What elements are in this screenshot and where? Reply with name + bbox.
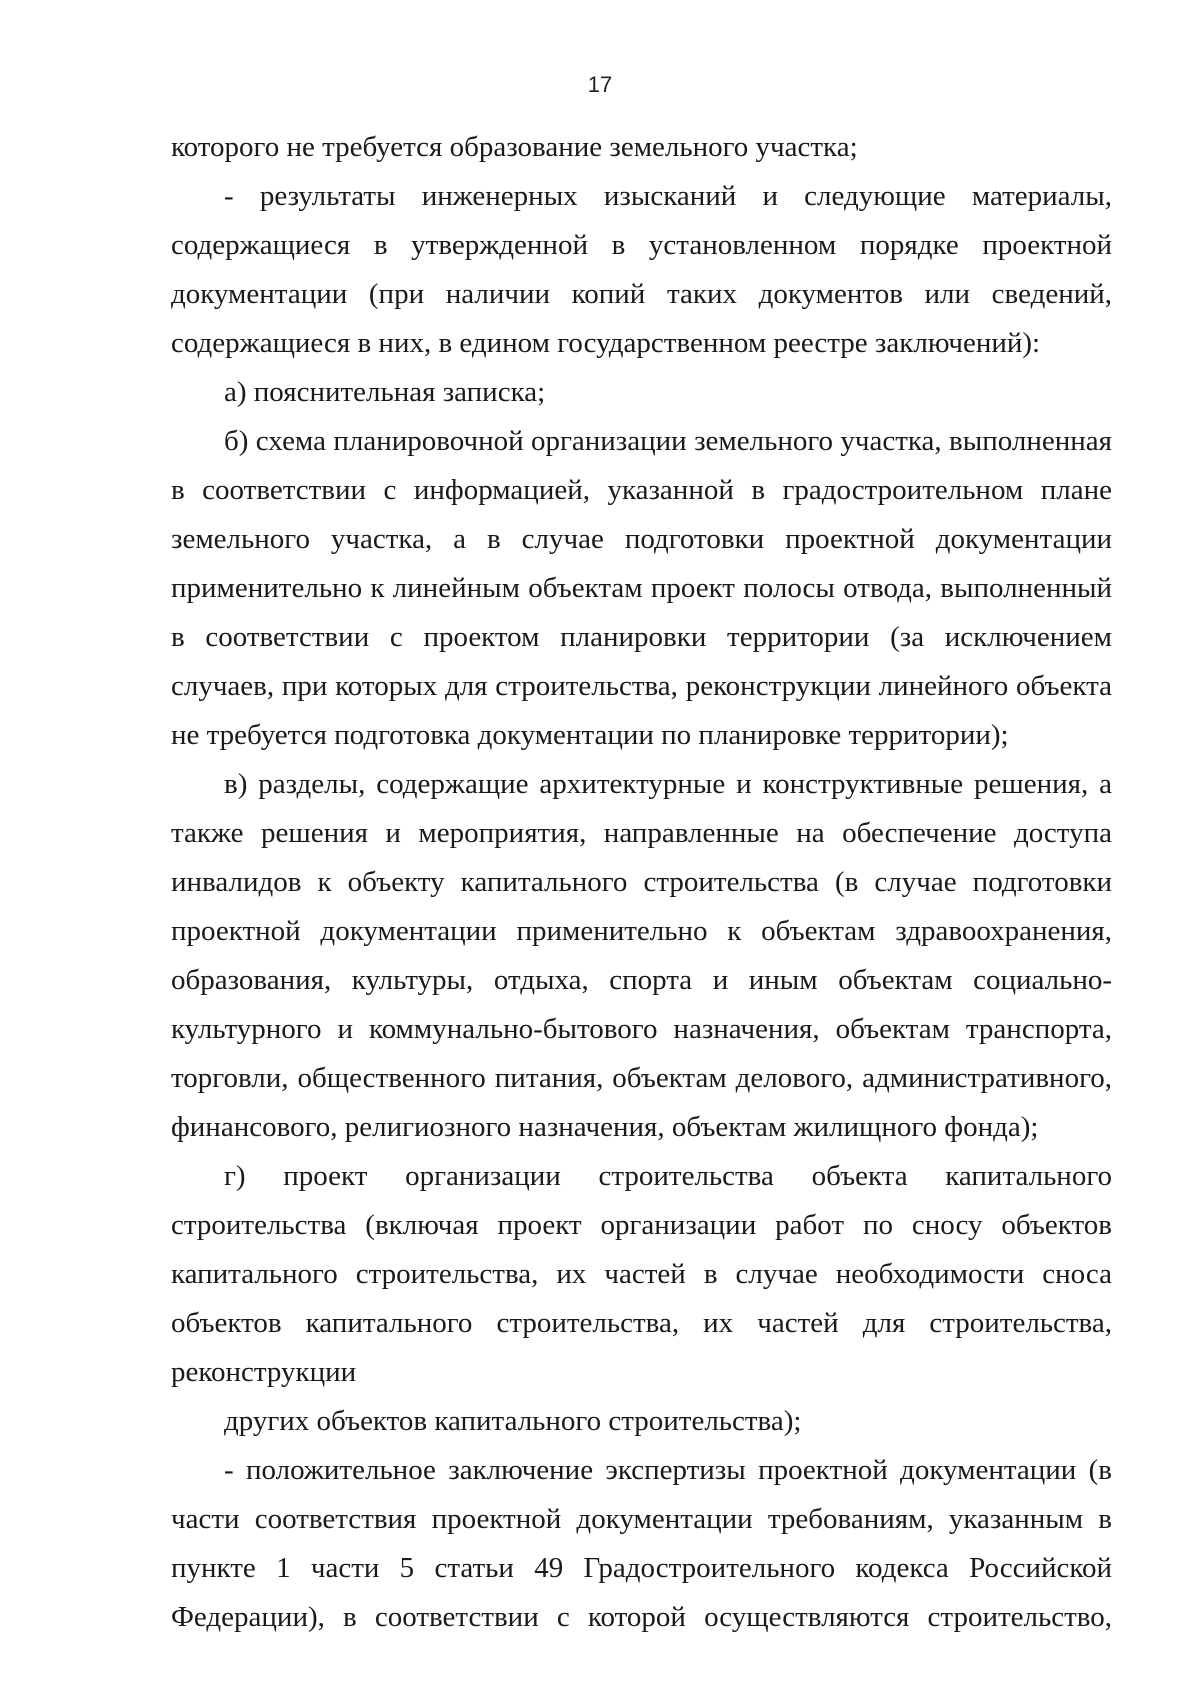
paragraph-item-a: а) пояснительная записка; — [224, 376, 546, 408]
page-number: 17 — [587, 72, 613, 97]
document-body — [171, 123, 1112, 1642]
paragraph-item-b: б) схема планировочной организации земельного участка, выполненная в соответствии с информацией, указанной в градостроительном плане земельного участка, а в случае подготовки проектной документации применительно к линейным объектам проект полосы отвода, выполненный в соответствии с проектом планировки территории (за исключением случаев, при которых для строительства, реконструкции линейного объекта не требуется подготовка документации по планировке территории); — [171, 425, 1112, 751]
paragraph-item-g: г) проект организации строительства объекта капитального строительства (включая проект организации работ по сносу объектов капитального строительства, их частей в случае необходимости сноса объектов капитального строительства, их частей для строительства, реконструкции — [171, 1160, 1112, 1388]
paragraph-engineering-surveys: - результаты инженерных изысканий и следующие материалы, содержащиеся в утвержденной в установленном порядке проектной документации (при наличии копий таких документов или сведений, содержащиеся в них, в едином государственном реестре заключений): — [171, 180, 1112, 359]
paragraph-item-v: в) разделы, содержащие архитектурные и конструктивные решения, а также решения и мероприятия, направленные на обеспечение доступа инвалидов к объекту капитального строительства (в случае подготовки проектной документации применительно к объектам здравоохранения, образования, культуры, отдыха, спорта и иным объектам социально-культурного и коммунально-бытового назначения, объектам транспорта, торговли, общественного питания, объектам делового, административного, финансового, религиозного назначения, объектам жилищного фонда); — [171, 768, 1112, 1143]
paragraph-item-g-continuation: других объектов капитального строительства); — [224, 1405, 802, 1437]
paragraph-positive-conclusion: - положительное заключение экспертизы проектной документации (в части соответствия проектной документации требованиям, указанным в пункте 1 части 5 статьи 49 Градостроительного кодекса Российской Федерации), в соответствии с которой осуществляются строительство, — [171, 1454, 1112, 1633]
paragraph-continuation: которого не требуется образование земельного участка; — [171, 131, 858, 163]
